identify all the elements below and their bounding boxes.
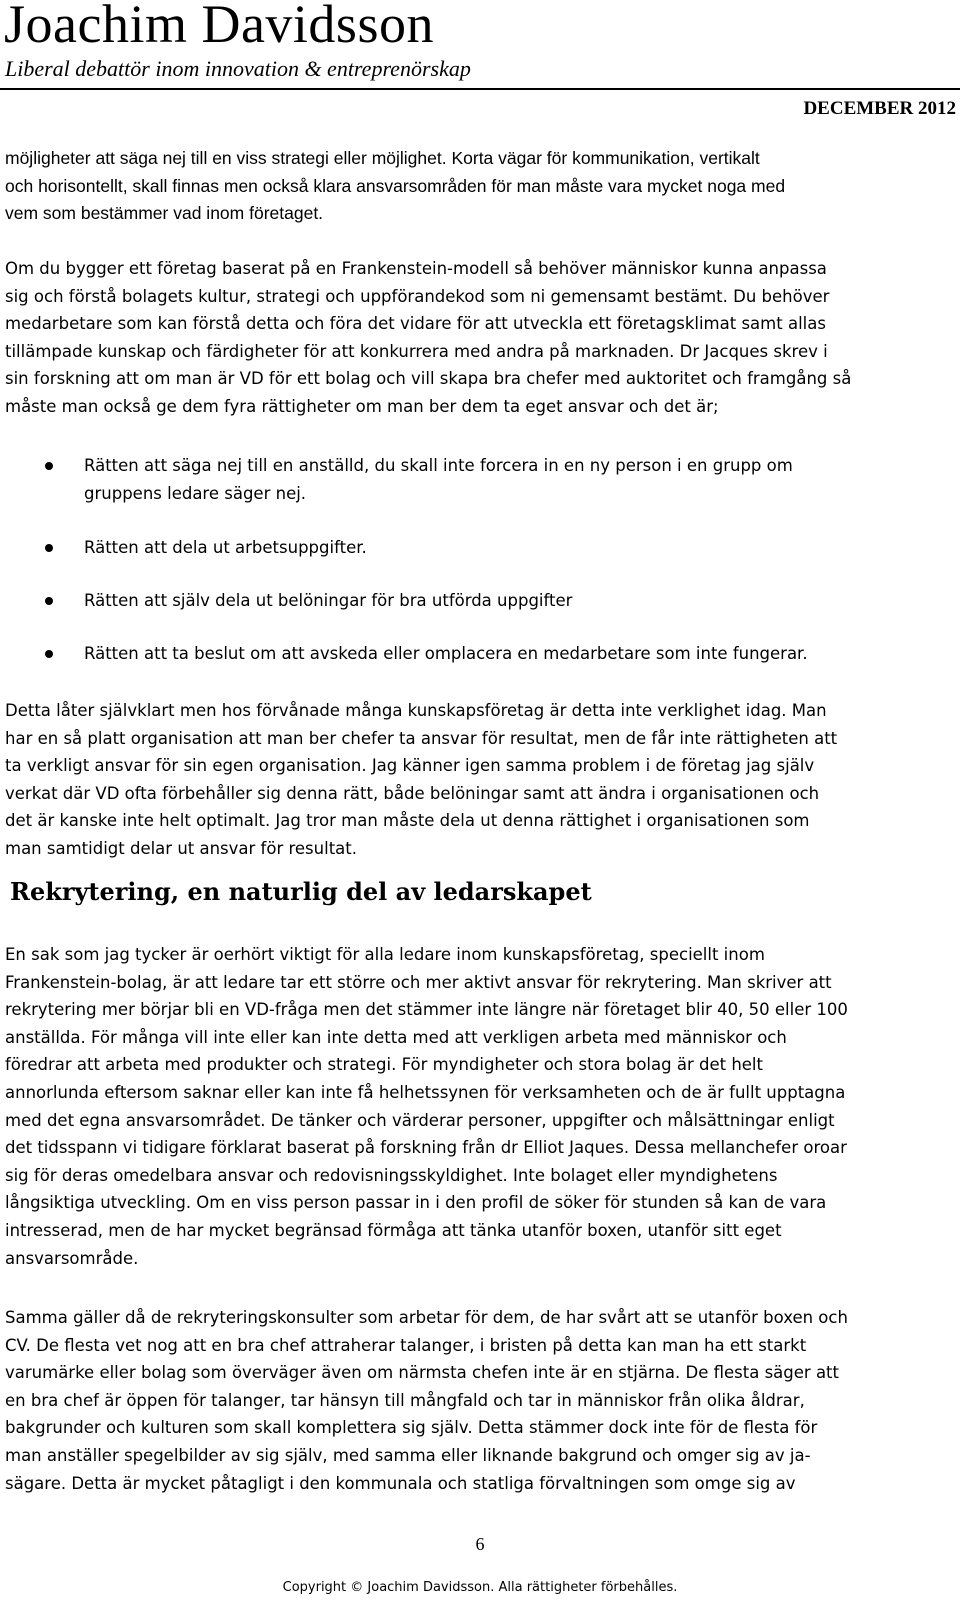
bullet-dot-icon [45, 462, 53, 470]
paragraph-2 [5, 255, 957, 421]
text-line: vem som bestämmer vad inom företaget. [5, 203, 324, 224]
bullet-dot-icon [45, 597, 53, 605]
text-line: Om du bygger ett företag baserat på en Frankenstein-modell så behöver människor kunna anpassa [5, 259, 827, 278]
bullet-dot-icon [45, 544, 53, 552]
text-line: En sak som jag tycker är oerhört viktigt för alla ledare inom kunskapsföretag, speciellt inom [5, 945, 765, 964]
text-line: man samtidigt delar ut ansvar för resultat. [5, 838, 357, 858]
bullet-text: gruppens ledare säger nej. [84, 483, 307, 503]
text-line: ta verkligt ansvar för sin egen organisation. Jag känner igen samma problem i de företag jag själv [5, 756, 815, 776]
text-line: varumärke eller bolag som överväger även om närmsta chefen inte är en stjärna. De flesta säger att [5, 1363, 839, 1383]
text-line: sig och förstå bolagets kultur, strategi och uppförandekod som ni gemensamt bestämt. Du behöver [5, 286, 830, 306]
author-subtitle: Liberal debattör inom innovation & entreprenörskap [5, 56, 471, 81]
paragraph-4 [5, 941, 957, 1272]
text-line: har en så platt organisation att man ber chefer ta ansvar för resultat, men de får inte rättigheten att [5, 728, 838, 748]
text-line: bakgrunder och kulturen som skall komplettera sig själv. Detta stämmer dock inte för de flesta för [5, 1418, 818, 1438]
text-line: långsiktiga utveckling. Om en viss person passar in i den profil de söker för stunden så kan de vara [5, 1193, 827, 1213]
paragraph-1 [5, 145, 957, 228]
page-number: 6 [475, 1534, 485, 1554]
copyright-footer: Copyright © Joachim Davidsson. Alla rättigheter förbehålles. [282, 1580, 678, 1595]
text-line: möjligheter att säga nej till en viss strategi eller möjlighet. Korta vägar för kommunikation, vertikalt [5, 148, 760, 168]
header-date: DECEMBER 2012 [803, 98, 956, 119]
text-line: anställda. För många vill inte eller kan inte detta med att verkligen arbeta med människor och [5, 1027, 787, 1047]
text-line: en bra chef är öppen för talanger, tar hänsyn till mångfald och tar in människor från olika åldrar, [5, 1390, 805, 1410]
bullet-text: Rätten att själv dela ut belöningar för bra utförda uppgifter [84, 591, 573, 610]
text-line: rekrytering mer börjar bli en VD-fråga men det stämmer inte längre när företaget blir 40, 50 eller 100 [5, 1000, 848, 1020]
header-divider [0, 88, 960, 90]
text-line: sin forskning att om man är VD för ett bolag och vill skapa bra chefer med auktoritet och framgång så [5, 369, 852, 389]
text-line: ansvarsområde. [5, 1248, 139, 1268]
text-line: intresserad, men de har mycket begränsad förmåga att tänka utanför boxen, utanför sitt eget [5, 1220, 782, 1240]
text-line: tillämpade kunskap och färdigheter för att konkurrera med andra på marknaden. Dr Jacques skrev i [5, 341, 828, 361]
text-line: man anställer spegelbilder av sig själv, med samma eller liknande bakgrund och omger sig av ja- [5, 1445, 811, 1465]
section-heading: Rekrytering, en naturlig del av ledarskapet [10, 877, 592, 906]
text-line: medarbetare som kan förstå detta och föra det vidare för att utveckla ett företagsklimat samt allas [5, 314, 826, 334]
text-line: sägare. Detta är mycket påtagligt i den kommunala och statliga förvaltningen som omge sig av [5, 1473, 796, 1493]
bullet-dot-icon [45, 650, 53, 658]
bullet-text: Rätten att dela ut arbetsuppgifter. [84, 538, 367, 557]
text-line: måste man också ge dem fyra rättigheter om man ber dem ta eget ansvar och det är; [5, 396, 719, 416]
bullet-text: Rätten att ta beslut om att avskeda eller omplacera en medarbetare som inte fungerar. [84, 644, 808, 663]
text-line: Samma gäller då de rekryteringskonsulter som arbetar för dem, de har svårt att se utanför boxen och [5, 1308, 848, 1327]
text-line: det tidsspann vi tidigare förklarat baserat på forskning från dr Elliot Jaques. Dessa mellanchefer oroar [5, 1138, 847, 1158]
text-line: annorlunda eftersom saknar eller kan inte få helhetssynen för verksamheten och de är fullt upptagna [5, 1082, 846, 1102]
bullet-text: Rätten att säga nej till en anställd, du skall inte forcera in en ny person i en grupp om [84, 456, 793, 475]
text-line: Detta låter självklart men hos förvånade många kunskapsföretag är detta inte verklighet idag. Man [5, 701, 827, 720]
paragraph-5 [5, 1304, 957, 1497]
text-line: föredrar att arbeta med produkter och strategi. För myndigheter och stora bolag är det helt [5, 1055, 763, 1075]
author-name: Joachim Davidsson [4, 0, 434, 54]
text-line: det är kanske inte helt optimalt. Jag tror man måste dela ut denna rättighet i organisationen som [5, 811, 810, 831]
text-line: verkat där VD ofta förbehåller sig denna rätt, både belöningar samt att ändra i organisationen och [5, 783, 820, 803]
text-line: och horisontellt, skall finnas men också klara ansvarsområden för man måste vara mycket noga med [5, 175, 786, 196]
text-line: Frankenstein-bolag, är att ledare tar ett större och mer aktivt ansvar för rekrytering. Man skriver att [5, 972, 832, 992]
text-line: sig för deras omedelbara ansvar och redovisningsskyldighet. Inte bolaget eller myndighetens [5, 1165, 778, 1185]
paragraph-3 [5, 697, 957, 863]
text-line: med det egna ansvarsområdet. De tänker och värderar personer, uppgifter och målsättningar enligt [5, 1110, 835, 1130]
text-line: CV. De flesta vet nog att en bra chef attraherar talanger, i bristen på detta kan man ha ett starkt [5, 1335, 807, 1355]
